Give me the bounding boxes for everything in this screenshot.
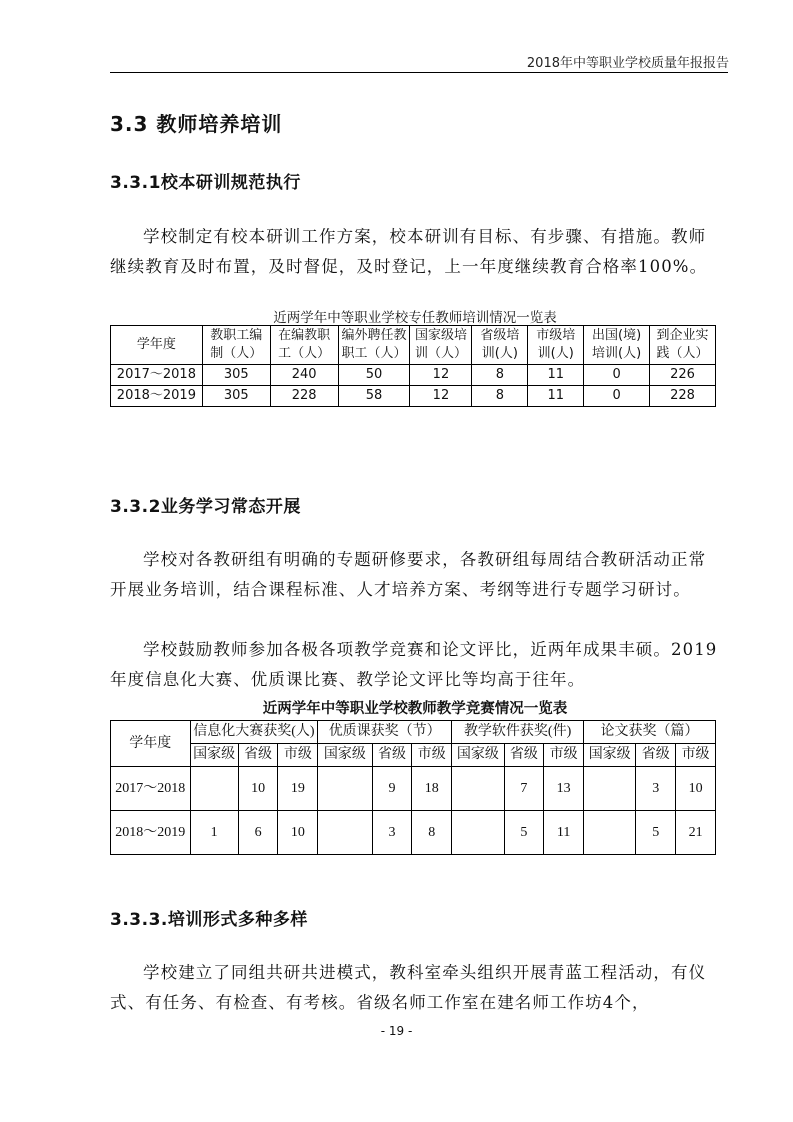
subheader-cell: 省级 — [636, 744, 676, 767]
subheader-cell: 国家级 — [584, 744, 636, 767]
table-cell: 11 — [528, 386, 584, 407]
table-cell: 6 — [238, 811, 278, 855]
table-cell: 10 — [238, 767, 278, 811]
table-cell: 226 — [650, 365, 716, 386]
group-header-cell: 优质课获奖（节） — [318, 721, 452, 744]
running-header: 2018年中等职业学校质量年报报告 — [526, 56, 729, 71]
subheader-cell: 市级 — [544, 744, 584, 767]
table-cell: 3 — [372, 811, 412, 855]
table-cell: 8 — [472, 365, 528, 386]
table-cell: 305 — [202, 386, 270, 407]
table-cell: 10 — [676, 767, 716, 811]
table-cell: 10 — [278, 811, 318, 855]
group-header-cell: 教学软件获奖(件) — [452, 721, 584, 744]
page-number: - 19 - — [380, 1024, 413, 1038]
table-cell: 13 — [544, 767, 584, 811]
table-cell: 228 — [650, 386, 716, 407]
table-cell: 3 — [636, 767, 676, 811]
subheader-cell: 市级 — [412, 744, 452, 767]
subheader-cell: 省级 — [372, 744, 412, 767]
teacher-training-table — [110, 325, 716, 407]
table-cell — [452, 811, 504, 855]
year-cell: 2018～2019 — [111, 811, 191, 855]
table-cell: 9 — [372, 767, 412, 811]
table-cell: 0 — [584, 386, 650, 407]
header-cell: 编外聘任教职工（人） — [338, 326, 410, 365]
table-cell: 7 — [504, 767, 544, 811]
table-cell: 228 — [270, 386, 338, 407]
table-cell: 11 — [544, 811, 584, 855]
table-cell: 5 — [636, 811, 676, 855]
table-cell: 12 — [410, 386, 472, 407]
table-cell: 240 — [270, 365, 338, 386]
header-cell: 国家级培训（人） — [410, 326, 472, 365]
subsection-title-3-3-1: 3.3.1校本研训规范执行 — [110, 173, 301, 193]
header-cell: 教职工编制（人） — [202, 326, 270, 365]
table-cell: 5 — [504, 811, 544, 855]
table-cell: 2018～2019 — [111, 386, 203, 407]
header-cell: 出国(境)培训(人) — [584, 326, 650, 365]
table-cell: 12 — [410, 365, 472, 386]
subheader-cell: 市级 — [278, 744, 318, 767]
paragraph-3-3-2-a: 学校对各教研组有明确的专题研修要求，各教研组每周结合教研活动正常开展业务培训，结合课程标准、人才培养方案、考纲等进行专题学习研讨。 — [110, 550, 707, 599]
table-header-row — [111, 326, 716, 365]
header-rule — [110, 72, 728, 73]
table2-caption: 近两学年中等职业学校教师教学竞赛情况一览表 — [262, 701, 568, 717]
table-cell: 21 — [676, 811, 716, 855]
table-cell: 19 — [278, 767, 318, 811]
header-cell: 市级培训(人) — [528, 326, 584, 365]
table-cell: 305 — [202, 365, 270, 386]
table-cell: 8 — [412, 811, 452, 855]
table-cell: 18 — [412, 767, 452, 811]
year-cell: 2017～2018 — [111, 767, 191, 811]
header-cell: 学年度 — [111, 721, 191, 767]
table-cell — [452, 767, 504, 811]
section-title: 3.3 教师培养培训 — [110, 112, 283, 136]
table-row — [111, 365, 716, 386]
table-cell: 8 — [472, 386, 528, 407]
paragraph-3-3-3: 学校建立了同组共研共进模式，教科室牵头组织开展青蓝工程活动，有仪式、有任务、有检查、有考核。省级名师工作室在建名师工作坊4个， — [110, 963, 707, 1012]
table1-caption: 近两学年中等职业学校专任教师培训情况一览表 — [273, 310, 557, 326]
header-cell: 学年度 — [111, 326, 203, 365]
table-row — [111, 811, 716, 855]
table-cell — [584, 767, 636, 811]
header-cell: 到企业实践（人） — [650, 326, 716, 365]
table-cell: 11 — [528, 365, 584, 386]
subheader-cell: 市级 — [676, 744, 716, 767]
subheader-cell: 国家级 — [318, 744, 372, 767]
header-cell: 省级培训(人) — [472, 326, 528, 365]
subheader-cell: 省级 — [504, 744, 544, 767]
subheader-cell: 省级 — [238, 744, 278, 767]
subheader-cell: 国家级 — [452, 744, 504, 767]
subsection-title-3-3-3: 3.3.3.培训形式多种多样 — [110, 910, 308, 930]
teaching-competition-table — [110, 720, 716, 855]
table-group-header-row — [111, 721, 716, 744]
table-row — [111, 767, 716, 811]
subsection-title-3-3-2: 3.3.2业务学习常态开展 — [110, 497, 301, 517]
table-cell: 0 — [584, 365, 650, 386]
table-cell: 2017～2018 — [111, 365, 203, 386]
table-cell: 58 — [338, 386, 410, 407]
table-cell — [584, 811, 636, 855]
header-cell: 在编教职工（人） — [270, 326, 338, 365]
table-cell: 1 — [190, 811, 238, 855]
paragraph-3-3-1: 学校制定有校本研训工作方案，校本研训有目标、有步骤、有措施。教师继续教育及时布置，及时督促，及时登记，上一年度继续教育合格率100%。 — [110, 227, 708, 276]
group-header-cell: 信息化大赛获奖(人) — [190, 721, 318, 744]
table-cell: 50 — [338, 365, 410, 386]
table-row — [111, 386, 716, 407]
table-subheader-row — [111, 744, 716, 767]
group-header-cell: 论文获奖（篇） — [584, 721, 716, 744]
table-cell — [318, 767, 372, 811]
subheader-cell: 国家级 — [190, 744, 238, 767]
table-cell — [190, 767, 238, 811]
paragraph-3-3-2-b: 学校鼓励教师参加各极各项教学竞赛和论文评比，近两年成果丰硕。2019年度信息化大赛、优质课比赛、教学论文评比等均高于往年。 — [110, 640, 718, 689]
table-cell — [318, 811, 372, 855]
